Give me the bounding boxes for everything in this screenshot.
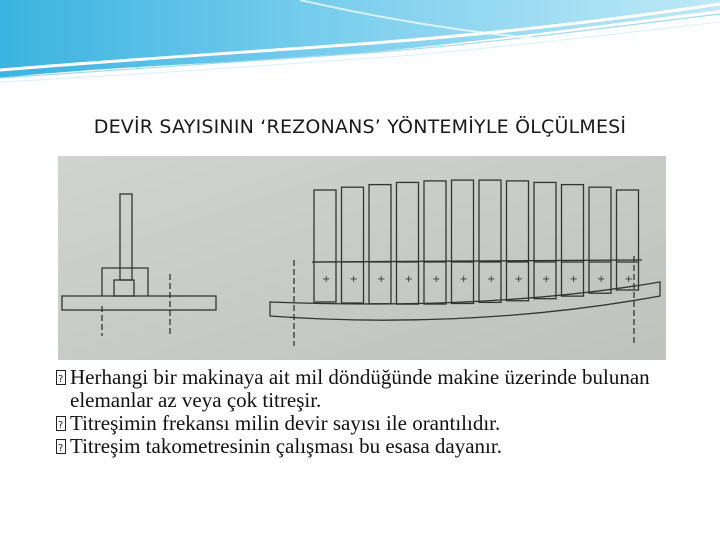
slide-title: DEVİR SAYISININ ‘REZONANS’ YÖNTEMİYLE ÖLÇÜLMESİ bbox=[93, 116, 627, 138]
reed-mark: + bbox=[569, 274, 578, 285]
reed-mark: + bbox=[432, 274, 441, 285]
reed-mark: + bbox=[322, 274, 331, 285]
reed-mark: + bbox=[487, 274, 496, 285]
reed-mark: + bbox=[624, 274, 633, 285]
bullet-text-3: Titreşim takometresinin çalışması bu esasa dayanır. bbox=[70, 434, 502, 458]
bullet-item-3 bbox=[56, 435, 696, 458]
bullet-square-icon bbox=[56, 416, 66, 431]
reed-mark: + bbox=[377, 274, 386, 285]
reed-mark: + bbox=[514, 274, 523, 285]
bullet-text-1: Herhangi bir makinaya ait mil döndüğünde makine üzerinde bulunan elemanlar az veya çok titreşir. bbox=[70, 365, 650, 412]
resonance-tachometer-figure bbox=[58, 156, 666, 360]
tachometer-diagram bbox=[58, 156, 666, 360]
bullet-square-icon bbox=[56, 370, 66, 385]
bullet-list bbox=[56, 366, 696, 458]
bullet-item-1 bbox=[56, 366, 696, 412]
reed-mark: + bbox=[459, 274, 468, 285]
bullet-item-2 bbox=[56, 412, 696, 435]
reed-mark: + bbox=[349, 274, 358, 285]
reed-mark: + bbox=[542, 274, 551, 285]
bullet-square-icon bbox=[56, 439, 66, 454]
header-wave-decoration bbox=[0, 0, 720, 90]
reed-mark: + bbox=[597, 274, 606, 285]
reed-mark: + bbox=[404, 274, 413, 285]
bullet-text-2: Titreşimin frekansı milin devir sayısı ile orantılıdır. bbox=[70, 411, 501, 435]
